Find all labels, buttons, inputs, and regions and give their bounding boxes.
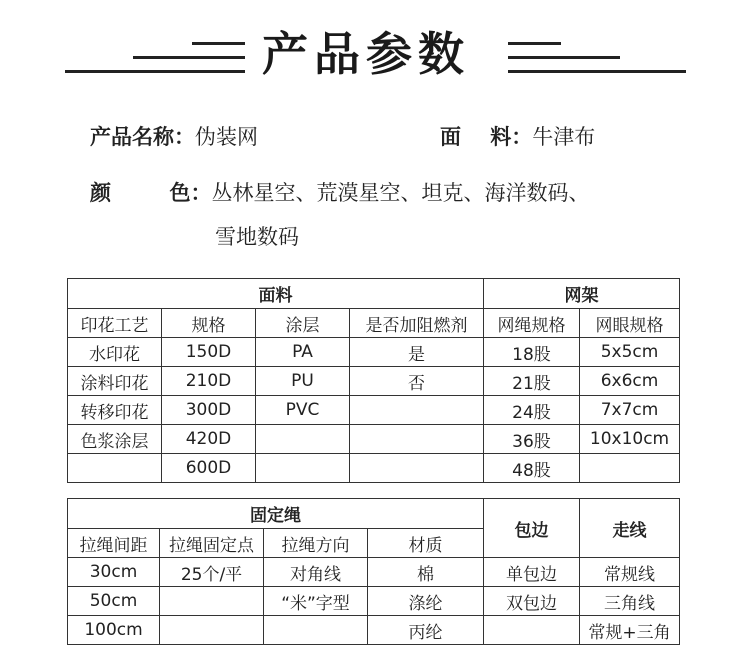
table-cell: 25个/平 <box>160 558 264 587</box>
left-decor-line-mid <box>133 56 245 59</box>
col-header: 拉绳方向 <box>264 529 368 558</box>
table-row <box>68 587 680 616</box>
left-decor-line-short <box>192 42 245 45</box>
right-decor-line-long <box>508 70 686 73</box>
fabric-frame-table <box>67 278 680 483</box>
table-cell <box>484 616 580 645</box>
table-row <box>68 454 680 483</box>
table-row <box>68 425 680 454</box>
table-cell: 150D <box>162 338 256 367</box>
table-cell <box>256 425 350 454</box>
table-cell: 5x5cm <box>580 338 680 367</box>
product-name-label: 产品名称： <box>90 125 195 149</box>
table-cell: 18股 <box>484 338 580 367</box>
table-cell: 常规线 <box>580 558 680 587</box>
col-header: 网眼规格 <box>580 309 680 338</box>
table-cell: 50cm <box>68 587 160 616</box>
table-cell: PA <box>256 338 350 367</box>
color-line <box>90 177 590 207</box>
table-cell: 是 <box>350 338 484 367</box>
table-cell: 棉 <box>368 558 484 587</box>
table-cell <box>350 396 484 425</box>
table-cell: 7x7cm <box>580 396 680 425</box>
table-cell: 涂料印花 <box>68 367 162 396</box>
table-cell: 100cm <box>68 616 160 645</box>
table-cell: 210D <box>162 367 256 396</box>
col-header: 网绳规格 <box>484 309 580 338</box>
table-cell <box>160 616 264 645</box>
table-cell: 转移印花 <box>68 396 162 425</box>
col-header: 是否加阻燃剂 <box>350 309 484 338</box>
table-cell: 否 <box>350 367 484 396</box>
table-cell: “米”字型 <box>264 587 368 616</box>
table-cell <box>580 454 680 483</box>
col-header: 涂层 <box>256 309 350 338</box>
table-row <box>68 558 680 587</box>
table-cell <box>350 425 484 454</box>
group-header-stitch: 走线 <box>580 499 680 558</box>
table-row <box>68 616 680 645</box>
color-line-2 <box>215 221 299 251</box>
table-cell <box>256 454 350 483</box>
table-cell: 色浆涂层 <box>68 425 162 454</box>
color-value-line1: 丛林星空、荒漠星空、坦克、海洋数码、 <box>211 181 590 205</box>
table-cell: 丙纶 <box>368 616 484 645</box>
table-cell: 30cm <box>68 558 160 587</box>
table-cell: PVC <box>256 396 350 425</box>
col-header: 拉绳间距 <box>68 529 160 558</box>
table-cell: 水印花 <box>68 338 162 367</box>
left-decor-line-long <box>65 70 245 73</box>
table-cell: 涤纶 <box>368 587 484 616</box>
table-cell <box>160 587 264 616</box>
table-cell: 单包边 <box>484 558 580 587</box>
table-cell <box>264 616 368 645</box>
table-cell <box>68 454 162 483</box>
col-header: 材质 <box>368 529 484 558</box>
table-cell: 常规+三角 <box>580 616 680 645</box>
group-header-fabric: 面料 <box>68 279 484 309</box>
table-cell: 600D <box>162 454 256 483</box>
page-title: 产品参数 <box>262 27 470 81</box>
product-name-value: 伪装网 <box>195 125 258 149</box>
table-cell: 21股 <box>484 367 580 396</box>
table-cell: 48股 <box>484 454 580 483</box>
right-decor-line-short <box>508 42 561 45</box>
right-decor-line-mid <box>508 56 620 59</box>
table-row <box>68 396 680 425</box>
color-value-line2: 雪地数码 <box>215 225 299 249</box>
table-cell: 三角线 <box>580 587 680 616</box>
table-cell: 10x10cm <box>580 425 680 454</box>
col-header: 拉绳固定点 <box>160 529 264 558</box>
col-header: 印花工艺 <box>68 309 162 338</box>
table-cell: PU <box>256 367 350 396</box>
table-cell: 6x6cm <box>580 367 680 396</box>
table-cell: 300D <box>162 396 256 425</box>
material-label: 面 料： <box>440 125 533 149</box>
table-row <box>68 338 680 367</box>
group-header-frame: 网架 <box>484 279 680 309</box>
table-cell: 对角线 <box>264 558 368 587</box>
group-header-rope: 固定绳 <box>68 499 484 529</box>
table-cell: 420D <box>162 425 256 454</box>
section-header <box>0 0 750 95</box>
table-cell <box>350 454 484 483</box>
table-cell: 24股 <box>484 396 580 425</box>
table-cell: 双包边 <box>484 587 580 616</box>
table-cell: 36股 <box>484 425 580 454</box>
group-header-edge: 包边 <box>484 499 580 558</box>
product-name-line <box>90 121 258 151</box>
material-value: 牛津布 <box>532 125 596 149</box>
table-row <box>68 367 680 396</box>
col-header: 规格 <box>162 309 256 338</box>
rope-edge-stitch-table <box>67 498 680 645</box>
material-line <box>440 121 595 151</box>
color-label: 颜 色： <box>90 181 212 205</box>
